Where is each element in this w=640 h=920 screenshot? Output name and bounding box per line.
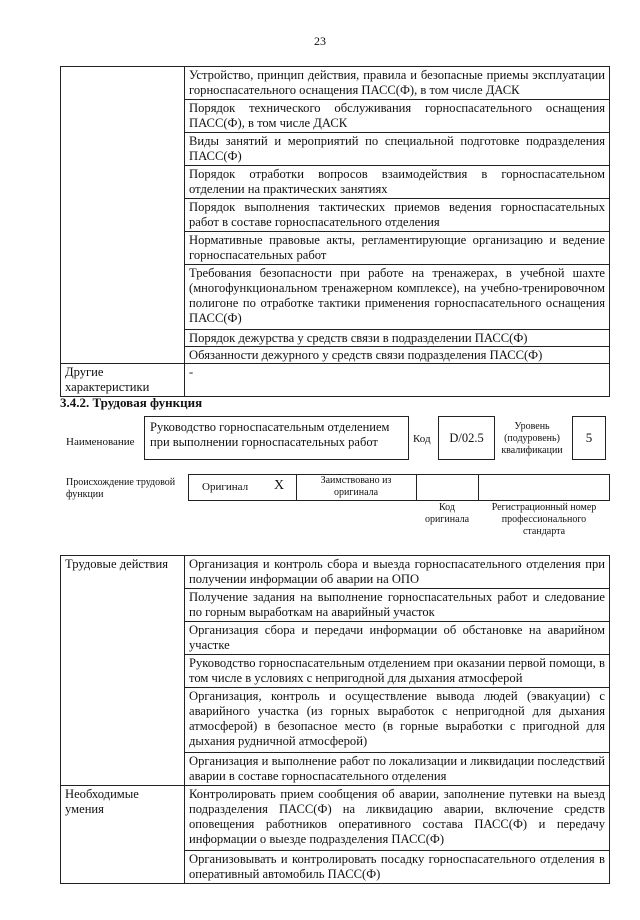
table-cell: Нормативные правовые акты, регламентирующие организацию и ведение горноспасательных работ (185, 232, 610, 265)
name-label: Наименование (66, 436, 135, 448)
knowledge-table (60, 66, 610, 397)
code-box: D/02.5 (438, 416, 495, 460)
divider (416, 474, 417, 501)
actions-label: Трудовые действия (61, 556, 185, 786)
registration-number-caption: Регистрационный номер профессионального стандарта (491, 502, 597, 537)
level-box: 5 (572, 416, 606, 460)
table-cell: Получение задания на выполнение горноспасательных работ и следование по горным выработкам на аварийный участок (185, 589, 610, 622)
table-cell: Порядок технического обслуживания горноспасательного оснащения ПАСС(Ф), в том числе ДАСК (185, 100, 610, 133)
table-cell: Организация и выполнение работ по локализации и ликвидации последствий аварии в составе горноспасательного отделения (185, 753, 610, 786)
table-cell: Организация и контроль сбора и выезда горноспасательного отделения при получении информации об аварии на ОПО (185, 556, 610, 589)
section-heading: 3.4.2. Трудовая функция (60, 395, 203, 410)
table-cell: Требования безопасности при работе на тренажерах, в учебной шахте (многофункциональном тренажерном комплексе), на учебно-тренировочном полигоне по отработке тактики применения горноспасательного оснащения ПАСС(Ф) (185, 265, 610, 330)
level-label: Уровень (подуровень) квалификации (501, 421, 563, 456)
original-mark: X (274, 478, 285, 493)
table-cell: Порядок отработки вопросов взаимодействия в горноспасательном отделении на практических занятиях (185, 166, 610, 199)
borrowed-label: Заимствовано из оригинала (320, 475, 392, 498)
table-cell: Контролировать прием сообщения об аварии, заполнение путевки на выезд подразделения ПАСС(Ф) на ликвидацию аварии, включение средств оповещения работников оперативного состава ПАСС(Ф) и передачу информации о выезде подразделения ПАСС(Ф) (185, 786, 610, 851)
other-characteristics-label: Другие характеристики (61, 364, 185, 397)
table-cell: Порядок выполнения тактических приемов ведения горноспасательных работ в составе горноспасательного отделения (185, 199, 610, 232)
table-row (61, 786, 610, 851)
origin-label: Происхождение трудовой функции (66, 477, 176, 500)
divider (296, 474, 297, 501)
original-code-caption: Код оригинала (424, 502, 470, 525)
table-label-cell (61, 67, 185, 364)
divider (478, 474, 479, 501)
table-cell: Виды занятий и мероприятий по специальной подготовке подразделения ПАСС(Ф) (185, 133, 610, 166)
table-cell: Организация сбора и передачи информации об обстановке на аварийном участке (185, 622, 610, 655)
labor-function-table (60, 555, 610, 884)
table-row (61, 67, 610, 100)
table-cell: Организация, контроль и осуществление вывода людей (эвакуации) с аварийного участка (из горных выработок с непригодной для дыхания атмосферой) в безопасное место (в горные выработки с пригодной для дыхания рудничной атмосферой) (185, 688, 610, 753)
table-cell: Обязанности дежурного у средств связи подразделения ПАСС(Ф) (185, 347, 610, 364)
table-row (61, 364, 610, 397)
page-number: 23 (314, 34, 326, 48)
skills-label: Необходимые умения (61, 786, 185, 884)
table-cell: Порядок дежурства у средств связи в подразделении ПАСС(Ф) (185, 330, 610, 347)
code-label: Код (413, 433, 431, 445)
table-row (61, 556, 610, 589)
function-name-box: Руководство горноспасательным отделением при выполнении горноспасательных работ (144, 416, 409, 460)
other-characteristics-value: - (185, 364, 610, 397)
table-cell: Организовывать и контролировать посадку горноспасательного отделения в оперативный автомобиль ПАСС(Ф) (185, 851, 610, 884)
table-cell: Руководство горноспасательным отделением при оказании первой помощи, в том числе в условиях с непригодной для дыхания атмосферой (185, 655, 610, 688)
table-cell: Устройство, принцип действия, правила и безопасные приемы эксплуатации горноспасательного оснащения ПАСС(Ф), в том числе ДАСК (185, 67, 610, 100)
original-label: Оригинал (202, 481, 249, 493)
